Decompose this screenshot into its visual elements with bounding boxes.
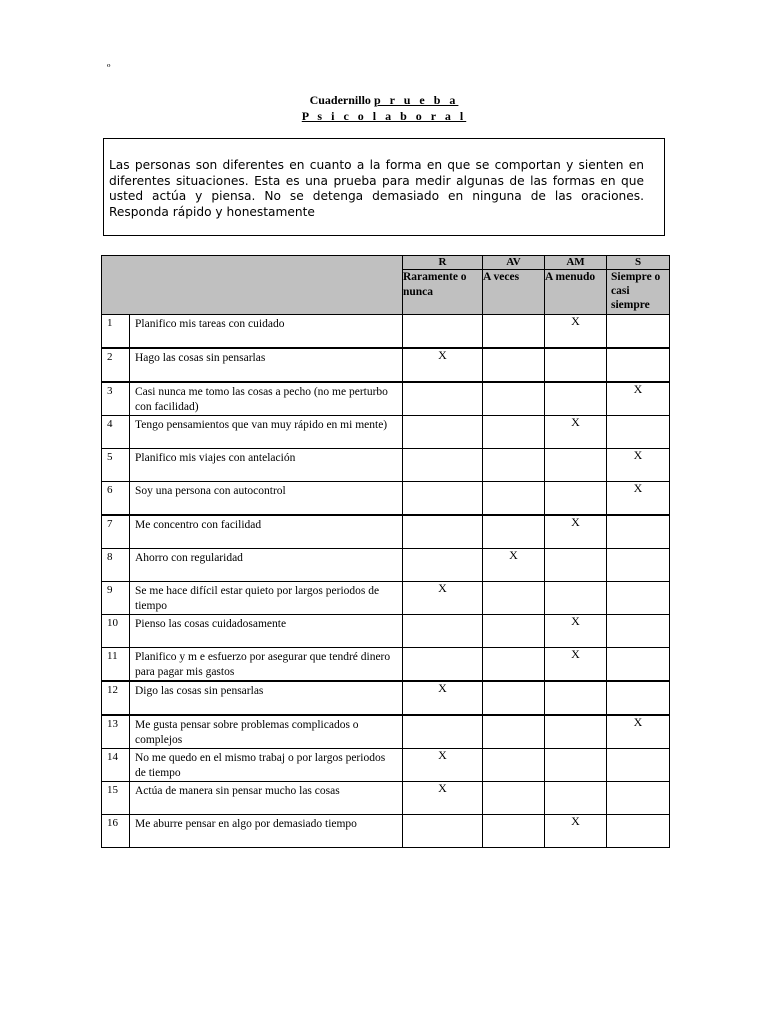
answer-cell-av[interactable]: X — [483, 549, 545, 582]
item-statement: Me aburre pensar en algo por demasiado tiempo — [130, 815, 403, 848]
answer-cell-r[interactable]: X — [403, 782, 483, 815]
item-statement: Ahorro con regularidad — [130, 549, 403, 582]
answer-cell-s[interactable]: X — [607, 715, 670, 749]
answer-cell-am[interactable] — [545, 715, 607, 749]
item-number: 8 — [102, 549, 130, 582]
header-code-am: AM — [545, 256, 607, 270]
header-code-r: R — [403, 256, 483, 270]
answer-cell-r[interactable] — [403, 315, 483, 349]
item-number: 2 — [102, 348, 130, 382]
item-statement: Tengo pensamientos que van muy rápido en mi mente) — [130, 416, 403, 449]
answer-cell-am[interactable]: X — [545, 416, 607, 449]
item-number: 16 — [102, 815, 130, 848]
answer-cell-am[interactable]: X — [545, 615, 607, 648]
answer-cell-r[interactable] — [403, 615, 483, 648]
item-statement: Digo las cosas sin pensarlas — [130, 681, 403, 715]
answer-cell-s[interactable] — [607, 416, 670, 449]
table-row — [102, 315, 670, 349]
answer-cell-av[interactable] — [483, 482, 545, 516]
answer-cell-am[interactable] — [545, 549, 607, 582]
table-row — [102, 515, 670, 549]
table-row — [102, 449, 670, 482]
table-row — [102, 681, 670, 715]
answer-cell-am[interactable] — [545, 482, 607, 516]
answer-cell-av[interactable] — [483, 416, 545, 449]
answer-cell-av[interactable] — [483, 348, 545, 382]
answer-cell-r[interactable] — [403, 815, 483, 848]
table-row — [102, 348, 670, 382]
instructions-box: Las personas son diferentes en cuanto a la forma en que se comportan y sienten en diferentes situaciones. Esta es una prueba para medir algunas de las formas en que usted actúa y piensa. No se detenga demasiado en ninguna de las oraciones. Responda rápido y honestamente — [103, 138, 665, 236]
answer-cell-s[interactable] — [607, 749, 670, 782]
item-number: 14 — [102, 749, 130, 782]
answer-cell-av[interactable] — [483, 382, 545, 416]
item-statement: No me quedo en el mismo trabaj o por largos periodos de tiempo — [130, 749, 403, 782]
table-row — [102, 416, 670, 449]
item-statement: Se me hace difícil estar quieto por largos periodos de tiempo — [130, 582, 403, 615]
item-number: 1 — [102, 315, 130, 349]
item-number: 3 — [102, 382, 130, 416]
answer-cell-r[interactable] — [403, 515, 483, 549]
answer-cell-av[interactable] — [483, 582, 545, 615]
answer-cell-av[interactable] — [483, 782, 545, 815]
answer-cell-am[interactable] — [545, 782, 607, 815]
table-row — [102, 615, 670, 648]
answer-cell-r[interactable] — [403, 482, 483, 516]
item-statement: Actúa de manera sin pensar mucho las cosas — [130, 782, 403, 815]
title-spaced-1: p r u e b a — [373, 93, 459, 107]
header-code-s: S — [607, 256, 670, 270]
answer-cell-av[interactable] — [483, 715, 545, 749]
header-blank-cell — [102, 256, 403, 315]
item-number: 9 — [102, 582, 130, 615]
answer-cell-r[interactable] — [403, 715, 483, 749]
answer-cell-am[interactable]: X — [545, 815, 607, 848]
item-number: 6 — [102, 482, 130, 516]
answer-cell-av[interactable] — [483, 681, 545, 715]
answer-cell-s[interactable] — [607, 615, 670, 648]
answer-cell-am[interactable]: X — [545, 515, 607, 549]
item-number: 5 — [102, 449, 130, 482]
answer-cell-am[interactable]: X — [545, 315, 607, 349]
answer-cell-s[interactable]: X — [607, 482, 670, 516]
header-code-row — [102, 256, 670, 270]
answer-cell-am[interactable] — [545, 348, 607, 382]
item-number: 12 — [102, 681, 130, 715]
answer-cell-s[interactable] — [607, 348, 670, 382]
item-statement: Soy una persona con autocontrol — [130, 482, 403, 516]
corner-mark: º — [107, 62, 111, 74]
table-row — [102, 715, 670, 749]
survey-body — [102, 315, 670, 848]
answer-cell-r[interactable]: X — [403, 749, 483, 782]
answer-cell-av[interactable] — [483, 515, 545, 549]
answer-cell-s[interactable]: X — [607, 449, 670, 482]
table-row — [102, 815, 670, 848]
answer-cell-r[interactable] — [403, 648, 483, 682]
table-row — [102, 749, 670, 782]
answer-cell-am[interactable] — [545, 582, 607, 615]
answer-cell-am[interactable] — [545, 681, 607, 715]
table-row — [102, 382, 670, 416]
answer-cell-r[interactable] — [403, 549, 483, 582]
answer-cell-am[interactable] — [545, 382, 607, 416]
answer-cell-s[interactable] — [607, 782, 670, 815]
answer-cell-r[interactable]: X — [403, 348, 483, 382]
answer-cell-av[interactable] — [483, 315, 545, 349]
document-title — [0, 92, 768, 124]
item-statement: Planifico mis tareas con cuidado — [130, 315, 403, 349]
answer-cell-am[interactable] — [545, 749, 607, 782]
answer-cell-am[interactable] — [545, 449, 607, 482]
table-row — [102, 549, 670, 582]
item-statement: Me concentro con facilidad — [130, 515, 403, 549]
title-line-1 — [0, 92, 768, 108]
answer-cell-s[interactable] — [607, 549, 670, 582]
answer-cell-r[interactable]: X — [403, 681, 483, 715]
header-label-r: Raramente o nunca — [403, 270, 483, 315]
answer-cell-av[interactable] — [483, 615, 545, 648]
item-number: 7 — [102, 515, 130, 549]
item-statement: Casi nunca me tomo las cosas a pecho (no me perturbo con facilidad) — [130, 382, 403, 416]
answer-cell-r[interactable] — [403, 382, 483, 416]
item-number: 15 — [102, 782, 130, 815]
answer-cell-am[interactable]: X — [545, 648, 607, 682]
answer-cell-s[interactable] — [607, 582, 670, 615]
table-row — [102, 648, 670, 682]
answer-cell-s[interactable] — [607, 515, 670, 549]
answer-cell-av[interactable] — [483, 449, 545, 482]
header-code-av: AV — [483, 256, 545, 270]
header-label-am: A menudo — [545, 270, 607, 315]
table-row — [102, 482, 670, 516]
item-statement: Hago las cosas sin pensarlas — [130, 348, 403, 382]
header-label-av: A veces — [483, 270, 545, 315]
item-number: 4 — [102, 416, 130, 449]
answer-cell-s[interactable] — [607, 681, 670, 715]
table-row — [102, 582, 670, 615]
item-number: 13 — [102, 715, 130, 749]
title-line-2 — [0, 108, 768, 124]
table-row — [102, 782, 670, 815]
item-statement: Me gusta pensar sobre problemas complicados o complejos — [130, 715, 403, 749]
answer-cell-s[interactable]: X — [607, 382, 670, 416]
answer-cell-av[interactable] — [483, 815, 545, 848]
item-statement: Planifico mis viajes con antelación — [130, 449, 403, 482]
item-number: 11 — [102, 648, 130, 682]
answer-cell-s[interactable] — [607, 648, 670, 682]
answer-cell-s[interactable] — [607, 315, 670, 349]
answer-cell-s[interactable] — [607, 815, 670, 848]
item-number: 10 — [102, 615, 130, 648]
survey-table — [101, 255, 670, 848]
title-spaced-2: P s i c o l a b o r a l — [301, 109, 467, 123]
title-plain: Cuadernillo — [309, 93, 371, 107]
answer-cell-r[interactable] — [403, 449, 483, 482]
answer-cell-r[interactable]: X — [403, 582, 483, 615]
item-statement: Planifico y m e esfuerzo por asegurar que tendré dinero para pagar mis gastos — [130, 648, 403, 682]
answer-cell-av[interactable] — [483, 648, 545, 682]
item-statement: Pienso las cosas cuidadosamente — [130, 615, 403, 648]
answer-cell-r[interactable] — [403, 416, 483, 449]
header-label-s: Siempre o casi siempre — [607, 270, 670, 315]
answer-cell-av[interactable] — [483, 749, 545, 782]
